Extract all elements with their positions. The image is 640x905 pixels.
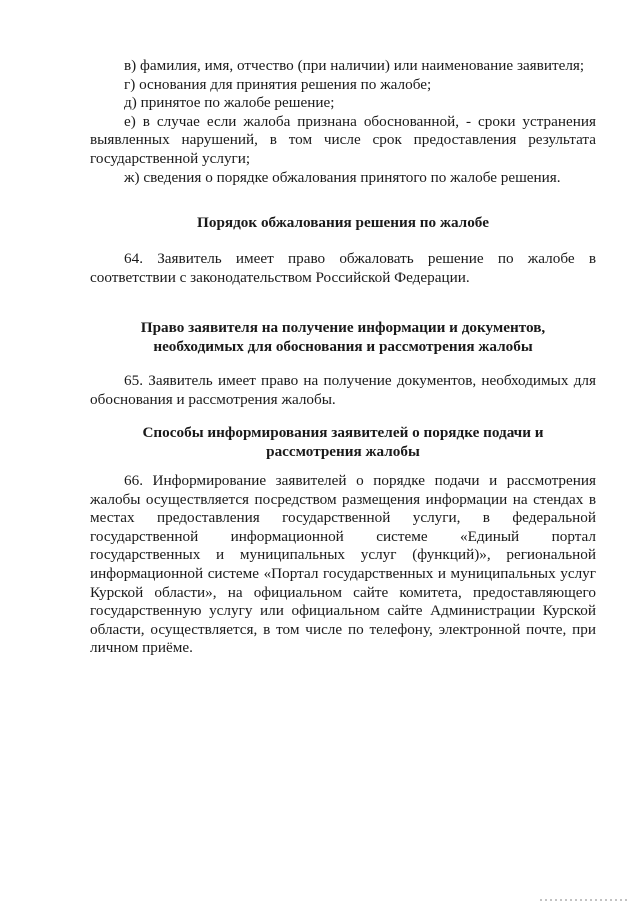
heading-line: Способы информирования заявителей о порядке подачи и	[142, 424, 544, 441]
list-item-e-line1: е) в случае если жалоба признана обоснованной, - сроки устранения	[124, 112, 596, 130]
paragraph-line: государственных и муниципальных услуг (функций)», региональной	[90, 546, 596, 564]
paragraph-line: государственную услугу или официальном сайте Администрации Курской	[90, 602, 596, 620]
paragraph-line: Курской области», на официальном сайте комитета, предоставляющего	[90, 583, 596, 601]
section-heading-right-to-information	[90, 319, 596, 356]
paragraph-line: 66. Информирование заявителей о порядке подачи и рассмотрения	[124, 472, 596, 489]
list-item-e-line2: выявленных нарушений, в том числе срок предоставления результата	[90, 131, 596, 149]
paragraph-66	[90, 472, 596, 658]
section-heading-informing-methods	[90, 424, 596, 461]
paragraph-line: обоснования и рассмотрения жалобы.	[90, 390, 336, 408]
list-item-v: в) фамилия, имя, отчество (при наличии) или наименование заявителя;	[124, 57, 585, 74]
paragraph-line: государственной информационной системе «Единый портал	[90, 527, 596, 545]
paragraph-line: жалобы осуществляется посредством размещения информации на стендах в	[90, 490, 596, 508]
heading-line: необходимых для обоснования и рассмотрения жалобы	[153, 337, 533, 355]
paragraph-line: информационной системе «Портал государственных и муниципальных услуг	[90, 564, 596, 582]
paragraph-line: местах предоставления государственной услуги, в федеральной	[90, 509, 596, 527]
list-item-d: д) принятое по жалобе решение;	[124, 94, 335, 112]
list-item-e-line3: государственной услуги;	[90, 149, 251, 167]
list-item-g: г) основания для принятия решения по жалобе;	[124, 75, 432, 93]
paragraph-line: 65. Заявитель имеет право на получение документов, необходимых для	[124, 372, 596, 389]
heading-line: рассмотрения жалобы	[266, 442, 420, 460]
paragraph-64	[90, 250, 596, 287]
paragraph-line: соответствии с законодательством Российской Федерации.	[90, 268, 470, 286]
scan-artifact	[540, 899, 630, 901]
paragraph-line: личном приёме.	[90, 639, 193, 657]
paragraph-65	[90, 372, 596, 409]
paragraph-line: области, осуществляется, в том числе по телефону, электронной почте, при	[90, 620, 596, 638]
section-heading-appeal	[90, 214, 596, 233]
complaint-decision-list	[90, 57, 596, 187]
paragraph-line: 64. Заявитель имеет право обжаловать решение по жалобе в	[124, 250, 596, 267]
heading-line: Право заявителя на получение информации и документов,	[140, 319, 546, 336]
list-item-zh: ж) сведения о порядке обжалования принятого по жалобе решения.	[124, 168, 561, 186]
heading-line: Порядок обжалования решения по жалобе	[197, 214, 489, 231]
